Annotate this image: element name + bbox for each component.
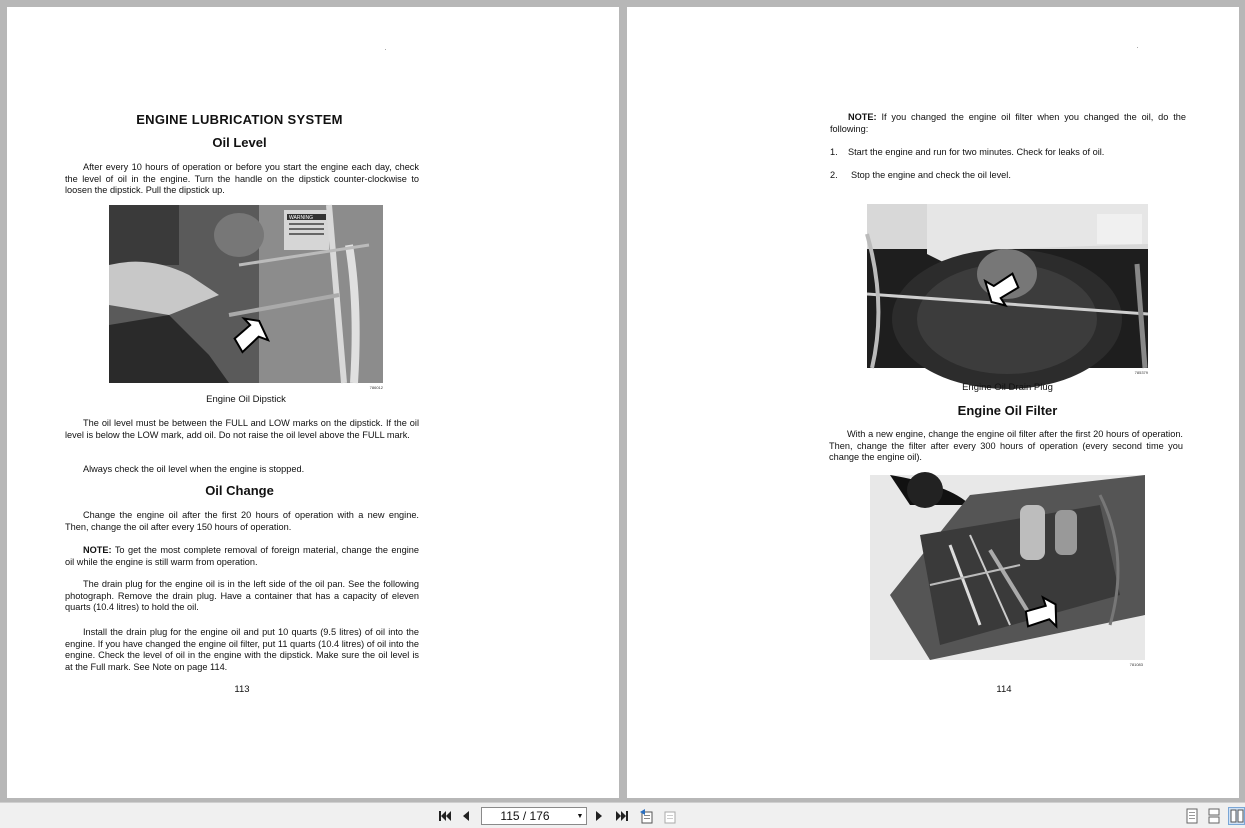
step-text: Stop the engine and check the oil level. [851, 170, 1011, 180]
oil-level-paragraph-3 [65, 464, 419, 476]
page-number: 113 [234, 684, 250, 695]
filter-heading: Engine Oil Filter [957, 403, 1058, 418]
two-page-icon[interactable] [1228, 807, 1245, 825]
dipstick-photo [109, 205, 383, 390]
photo-id: 781083 [1129, 662, 1143, 667]
single-page-icon[interactable] [1184, 807, 1200, 825]
step-number: 2. [830, 170, 838, 180]
drain-plug-photo-image [867, 204, 1148, 368]
step-text: Start the engine and run for two minutes. Check for leaks of oil. [848, 147, 1105, 157]
skip-first-icon[interactable] [436, 807, 454, 825]
step-2 [830, 170, 1186, 182]
viewer-toolbar [0, 802, 1245, 828]
oil-change-paragraph-1 [65, 510, 419, 533]
oil-change-heading: Oil Change [205, 483, 274, 498]
oil-filter-photo [870, 475, 1145, 667]
section-title: ENGINE LUBRICATION SYSTEM [136, 112, 343, 127]
next-icon[interactable] [592, 807, 606, 825]
oil-change-text-3: Install the drain plug for the engine oil and put 10 quarts (9.5 litres) of oil into the engine. If you have changed the engine oil filter, put 11 quarts (10.4 litres) of oil into the engine. Check the level of oil in the engine with the dipstick. Make sure the oil level is at the Full mark. See Note on page 114. [65, 627, 419, 672]
oil-level-paragraph-2 [65, 418, 419, 441]
filter-text: With a new engine, change the engine oil filter after the first 20 hours of operation. Then, change the filter after every 300 hours of operation (every second time you change the engine oil). [829, 429, 1183, 462]
prev-icon[interactable] [459, 807, 473, 825]
continuous-icon[interactable] [1206, 807, 1222, 825]
document-page-right [627, 7, 1239, 798]
oil-change-paragraph-2 [65, 579, 419, 614]
photo-id: 785379 [1134, 370, 1148, 375]
oil-change-paragraph-3 [65, 627, 419, 673]
document-page-left [7, 7, 619, 798]
drain-plug-photo [867, 204, 1148, 375]
filter-paragraph [829, 429, 1183, 464]
oil-level-paragraph [65, 162, 419, 197]
step-number: 1. [830, 147, 838, 157]
oil-change-text-2: The drain plug for the engine oil is in the left side of the oil pan. See the following photograph. Remove the drain plug. Have a container that has a capacity of eleven quarts (10.4 litres) to hold the oil. [65, 579, 419, 612]
photo-id: 786012 [369, 385, 383, 390]
oil-change-note [65, 545, 419, 568]
go-back-icon[interactable] [638, 807, 656, 825]
step-1 [830, 147, 1186, 159]
page-number: 114 [996, 684, 1012, 695]
note-label: NOTE: [848, 112, 877, 122]
oil-level-text: After every 10 hours of operation or before you start the engine each day, check the level of oil in the engine. Turn the handle on the dipstick counter-clockwise to loosen the dipstick. Pull the dipstick up. [65, 162, 419, 195]
note-label: NOTE: [83, 545, 112, 555]
oil-filter-photo-image [870, 475, 1145, 660]
note-text: If you changed the engine oil filter when you changed the oil, do the following: [830, 112, 1186, 134]
oil-level-text-3: Always check the oil level when the engine is stopped. [83, 464, 305, 474]
oil-level-heading: Oil Level [212, 135, 267, 150]
note-text: To get the most complete removal of foreign material, change the engine oil while the engine is still warm from operation. [65, 545, 419, 567]
skip-last-icon[interactable] [613, 807, 631, 825]
filter-note [830, 112, 1186, 135]
dipstick-photo-image [109, 205, 383, 383]
oil-level-text-2: The oil level must be between the FULL and LOW marks on the dipstick. If the oil level is below the LOW mark, add oil. Do not raise the oil level above the FULL mark. [65, 418, 419, 440]
go-forward-icon[interactable] [661, 807, 679, 825]
photo2-caption: Engine Oil Drain Plug [962, 382, 1053, 393]
chevron-down-icon[interactable]: ▼ [576, 812, 584, 820]
oil-change-text-1: Change the engine oil after the first 20 hours of operation with a new engine. Then, change the oil after every 150 hours of operation. [65, 510, 419, 532]
page-speck [1137, 47, 1138, 48]
photo1-caption: Engine Oil Dipstick [206, 394, 286, 405]
page-number-select[interactable] [481, 807, 587, 825]
page-speck [385, 49, 386, 50]
page-number-value: 115 / 176 [500, 809, 550, 823]
warning-label: WARNING [289, 215, 313, 221]
